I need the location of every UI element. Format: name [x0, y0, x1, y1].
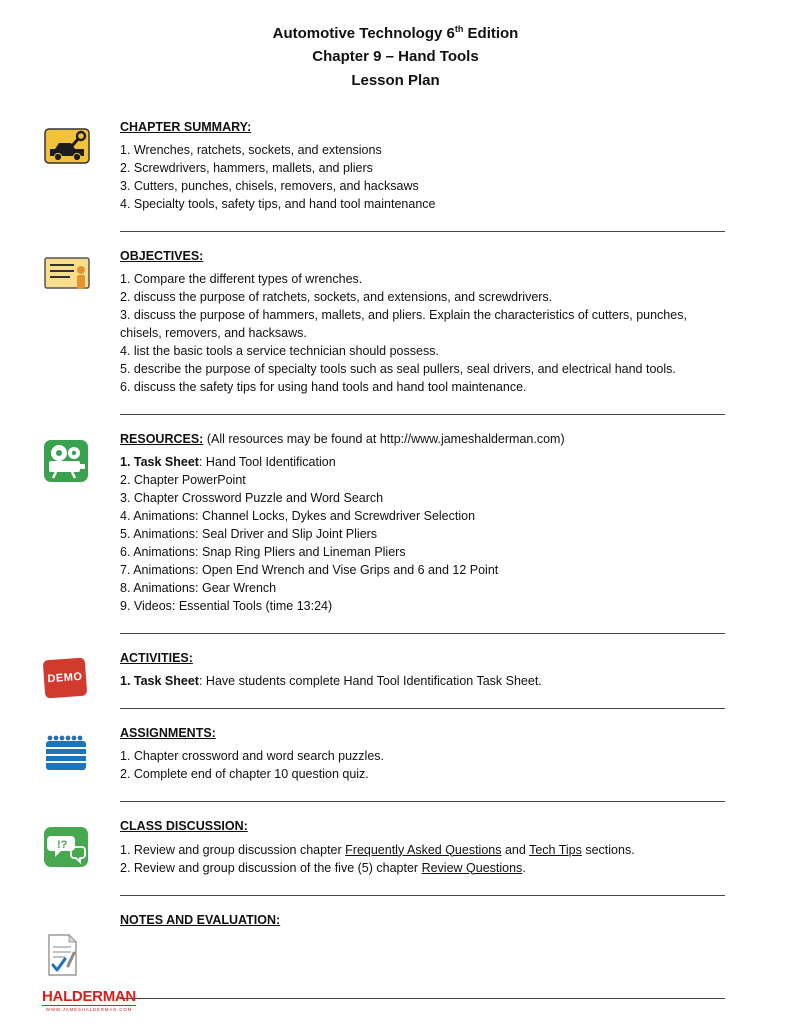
- heading-text: CHAPTER SUMMARY:: [120, 119, 252, 134]
- text-segment: 6. discuss the safety tips for using hand tools and hand tool maintenance.: [120, 380, 527, 394]
- text-line: [120, 747, 725, 765]
- section-activities: [44, 649, 725, 709]
- section-items: [120, 270, 725, 396]
- text-line: [120, 471, 725, 489]
- text-segment: 4. Animations: Channel Locks, Dykes and Screwdriver Selection: [120, 509, 476, 524]
- text-segment: 4. list the basic tools a service technician should possess.: [120, 344, 439, 358]
- section-divider: [120, 708, 725, 709]
- section-notes-evaluation: [44, 911, 725, 999]
- section-divider: [120, 414, 725, 415]
- text-line: [120, 177, 725, 195]
- text-segment: 2. discuss the purpose of ratchets, sockets, and extensions, and screwdrivers.: [120, 290, 553, 304]
- text-segment: sections.: [581, 842, 635, 857]
- text-segment: 9. Videos: Essential Tools (time 13:24): [120, 599, 333, 614]
- halderman-logo-url: WWW.JAMESHALDERMAN.COM: [42, 1005, 136, 1012]
- section-heading: [120, 911, 725, 929]
- text-line: [120, 543, 725, 561]
- text-segment: 3. discuss the purpose of hammers, mallets, and pliers. Explain the characteristics of cutters, punches, chisels, removers, and hacksaws.: [120, 308, 687, 340]
- text-segment: 5. describe the purpose of specialty tools such as seal pullers, seal drivers, and electrical hand tools.: [120, 362, 676, 376]
- text-segment: .: [522, 860, 526, 875]
- section-heading: [120, 724, 725, 742]
- demo-label: DEMO: [47, 670, 83, 686]
- whiteboard-presentation-icon: [44, 247, 120, 415]
- section-divider: [120, 231, 725, 232]
- text-line: [120, 159, 725, 177]
- text-line: [120, 306, 725, 342]
- text-line: [120, 141, 725, 159]
- section-divider: [120, 801, 725, 802]
- text-segment: 4. Specialty tools, safety tips, and hand tool maintenance: [120, 196, 436, 211]
- title-line-2: Chapter 9 – Hand Tools: [312, 48, 479, 66]
- text-line: [120, 195, 725, 213]
- section-divider: [120, 998, 725, 999]
- referenced-section-text: Tech Tips: [529, 842, 582, 857]
- text-line: [120, 765, 725, 783]
- section-items: [120, 841, 725, 877]
- text-line: [120, 561, 725, 579]
- text-line: [120, 859, 725, 877]
- text-segment: 2. Review and group discussion of the five (5) chapter: [120, 860, 422, 875]
- text-line: [120, 453, 725, 471]
- section-heading: [120, 817, 725, 835]
- text-segment: 1. Task Sheet: [120, 455, 199, 470]
- section-divider: [120, 895, 725, 896]
- text-segment: 5. Animations: Seal Driver and Slip Joint Pliers: [120, 527, 378, 542]
- text-segment: 1. Task Sheet: [120, 674, 199, 689]
- section-items: [120, 747, 725, 783]
- text-segment: 3. Chapter Crossword Puzzle and Word Search: [120, 491, 384, 506]
- text-line: [120, 270, 725, 288]
- svg-text:!?: !?: [57, 839, 68, 852]
- section-heading: [120, 649, 725, 667]
- referenced-section-text: Frequently Asked Questions: [345, 842, 502, 857]
- document-title: [0, 0, 791, 92]
- notebook-stack-icon: [44, 724, 120, 802]
- halderman-logo: [42, 989, 136, 1012]
- heading-text: NOTES AND EVALUATION:: [120, 912, 281, 927]
- text-segment: 2. Chapter PowerPoint: [120, 473, 246, 488]
- title-text-edition: Edition: [463, 25, 519, 42]
- discussion-bubbles-icon: [44, 817, 120, 895]
- text-line: [120, 597, 725, 615]
- text-line: [120, 342, 725, 360]
- notes-blank-space: [120, 934, 725, 980]
- section-class-discussion: [44, 817, 725, 895]
- section-resources: [44, 430, 725, 634]
- section-heading: [120, 430, 725, 448]
- heading-text: ACTIVITIES:: [120, 651, 193, 666]
- title-superscript: th: [454, 24, 464, 34]
- text-segment: 2. Screwdrivers, hammers, mallets, and pliers: [120, 160, 373, 175]
- text-line: [120, 507, 725, 525]
- text-line: [120, 360, 725, 378]
- text-segment: 6. Animations: Snap Ring Pliers and Lineman Pliers: [120, 545, 406, 560]
- text-line: [120, 672, 725, 690]
- section-items: [120, 141, 725, 213]
- section-divider: [120, 633, 725, 634]
- section-items: [120, 453, 725, 615]
- text-line: [120, 489, 725, 507]
- demo-badge-icon: [44, 649, 120, 709]
- text-segment: 8. Animations: Gear Wrench: [120, 581, 277, 596]
- section-items: [120, 672, 725, 690]
- heading-text: CLASS DISCUSSION:: [120, 819, 248, 834]
- section-chapter-summary: [44, 118, 725, 232]
- text-segment: : Hand Tool Identification: [198, 455, 336, 470]
- text-segment: : Have students complete Hand Tool Identification Task Sheet.: [198, 674, 542, 689]
- title-line-1: [0, 22, 791, 45]
- text-segment: 7. Animations: Open End Wrench and Vise Grips and 6 and 12 Point: [120, 563, 499, 578]
- heading-text: OBJECTIVES:: [120, 248, 204, 263]
- section-heading: [120, 247, 725, 265]
- text-line: [120, 288, 725, 306]
- text-segment: 1. Review and group discussion chapter: [120, 842, 346, 857]
- checklist-document-icon: [44, 911, 120, 999]
- text-segment: 1. Wrenches, ratchets, sockets, and extensions: [120, 142, 382, 157]
- section-heading: [120, 118, 725, 136]
- text-segment: 2. Complete end of chapter 10 question quiz.: [120, 767, 369, 782]
- car-service-icon: [44, 118, 120, 232]
- lesson-plan-body: [0, 92, 791, 999]
- text-segment: 1. Chapter crossword and word search puzzles.: [120, 749, 385, 764]
- heading-text: ASSIGNMENTS:: [120, 726, 216, 741]
- film-projector-icon: [44, 430, 120, 634]
- halderman-logo-text: HALDERMAN: [42, 988, 136, 1005]
- heading-text: RESOURCES:: [120, 432, 204, 446]
- text-segment: and: [501, 842, 530, 857]
- text-line: [120, 378, 725, 396]
- title-text: Automotive Technology 6: [272, 25, 455, 42]
- text-line: [120, 841, 725, 859]
- title-line-3: Lesson Plan: [351, 71, 440, 89]
- heading-note: (All resources may be found at http://www.jameshalderman.com): [203, 432, 565, 446]
- section-objectives: [44, 247, 725, 415]
- section-assignments: [44, 724, 725, 802]
- text-segment: 3. Cutters, punches, chisels, removers, and hacksaws: [120, 178, 419, 193]
- referenced-section-text: Review Questions: [421, 860, 523, 875]
- text-line: [120, 525, 725, 543]
- text-line: [120, 579, 725, 597]
- text-segment: 1. Compare the different types of wrenches.: [120, 272, 363, 286]
